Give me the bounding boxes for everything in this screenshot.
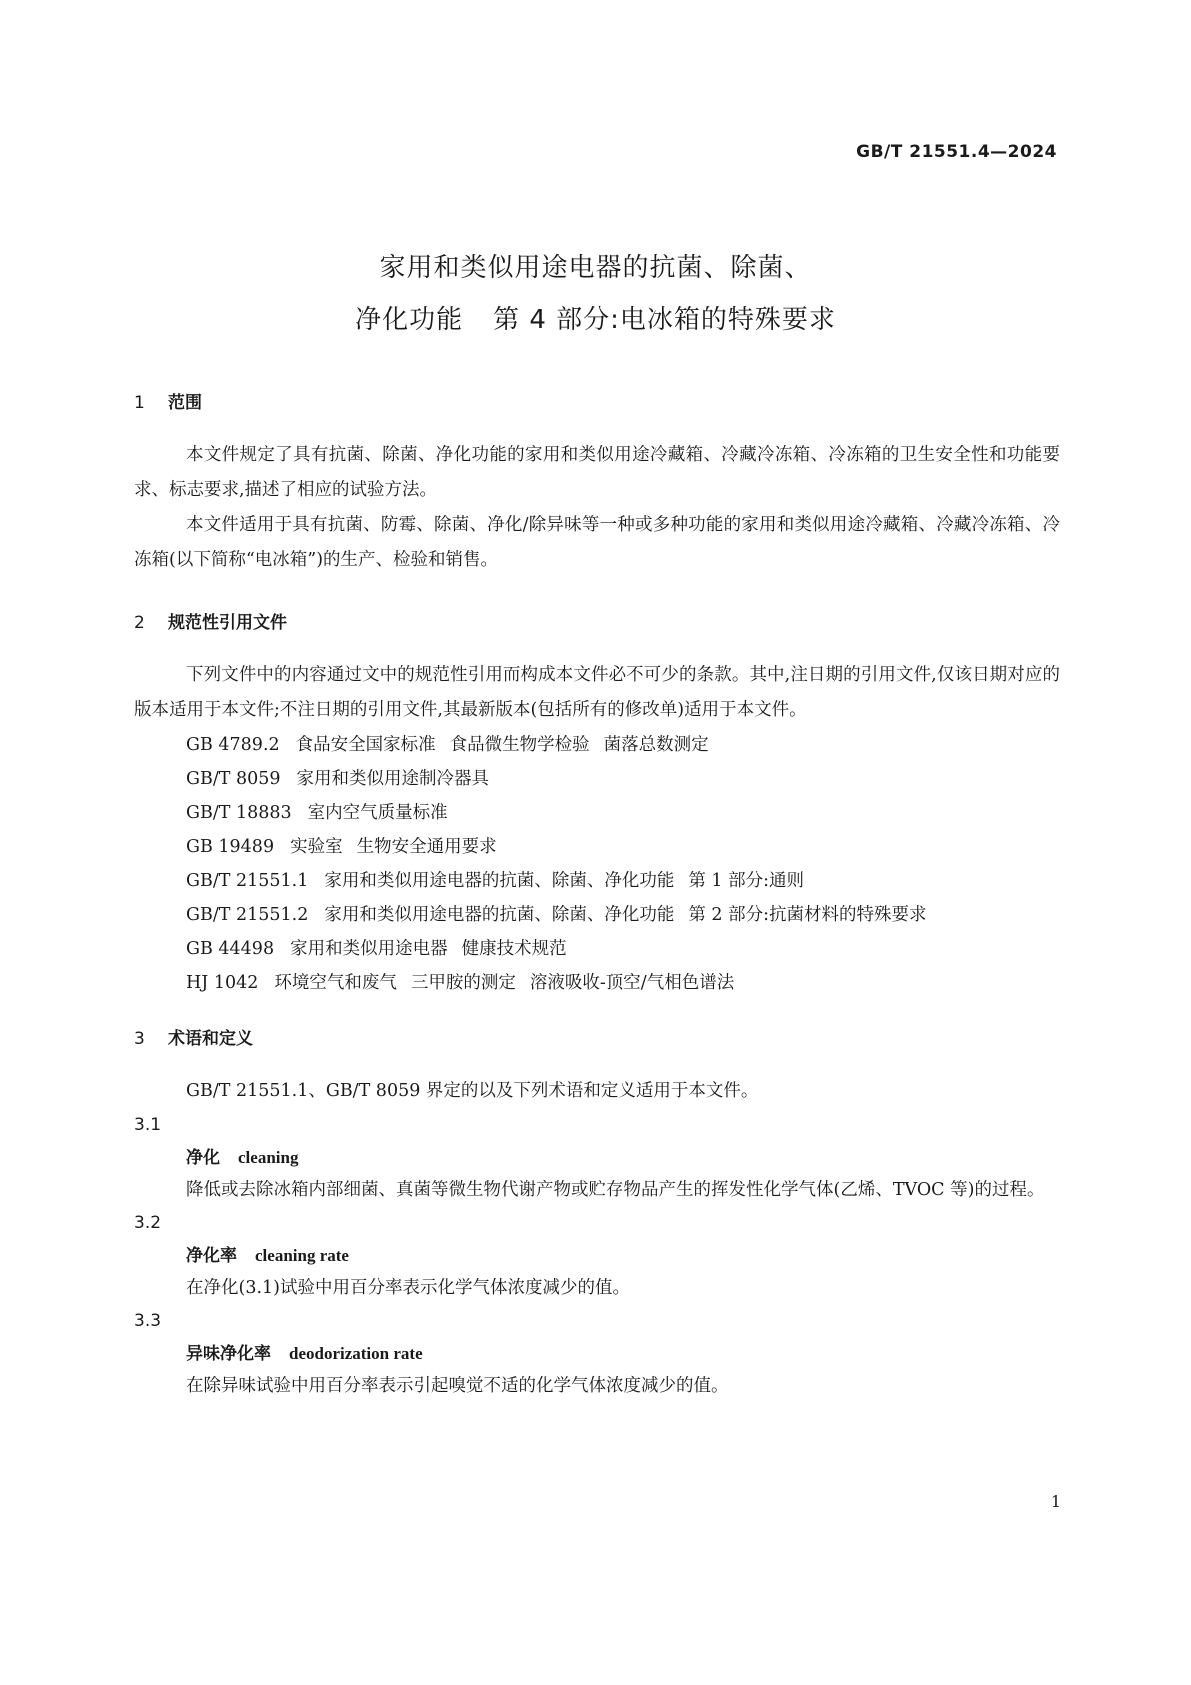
reference-title-part: 家用和类似用途电器 bbox=[290, 939, 448, 959]
term-definition: 降低或去除冰箱内部细菌、真菌等微生物代谢产物或贮存物品产生的挥发性化学气体(乙烯、TVOC 等)的过程。 bbox=[186, 1180, 1045, 1200]
term-name-zh: 净化率 bbox=[186, 1246, 237, 1266]
reference-title-part: 家用和类似用途制冷器具 bbox=[296, 769, 490, 789]
section-heading-terms bbox=[134, 1026, 1060, 1052]
reference-item bbox=[134, 898, 1060, 932]
term-name-en: deodorization rate bbox=[289, 1344, 423, 1363]
term-name-zh: 异味净化率 bbox=[186, 1344, 271, 1364]
reference-code: GB 44498 bbox=[186, 939, 275, 959]
reference-code: GB/T 21551.2 bbox=[186, 905, 309, 925]
reference-item bbox=[134, 932, 1060, 966]
reference-code: GB/T 8059 bbox=[186, 769, 281, 789]
reference-code: GB 19489 bbox=[186, 837, 275, 857]
term-name-zh: 净化 bbox=[186, 1148, 220, 1168]
term-name-en: cleaning rate bbox=[255, 1246, 349, 1265]
term-entry bbox=[134, 1207, 1060, 1305]
reference-code: GB/T 18883 bbox=[186, 803, 292, 823]
section-number: 3 bbox=[134, 1029, 145, 1049]
section-number: 2 bbox=[134, 613, 145, 633]
reference-title-part: 食品微生物学检验 bbox=[449, 735, 590, 755]
term-name bbox=[134, 1339, 1060, 1369]
reference-item bbox=[134, 966, 1060, 1000]
term-name-en: cleaning bbox=[238, 1148, 299, 1167]
reference-code: HJ 1042 bbox=[186, 973, 259, 993]
reference-title-part: 菌落总数测定 bbox=[603, 735, 709, 755]
reference-code: GB 4789.2 bbox=[186, 735, 280, 755]
term-number: 3.2 bbox=[134, 1213, 162, 1233]
term-definition: 在净化(3.1)试验中用百分率表示化学气体浓度减少的值。 bbox=[186, 1278, 630, 1298]
references-intro: 下列文件中的内容通过文中的规范性引用而构成本文件必不可少的条款。其中,注日期的引用文件,仅该日期对应的版本适用于本文件;不注日期的引用文件,其最新版本(包括所有的修改单)适用于本文件。 bbox=[134, 665, 1060, 720]
term-number: 3.1 bbox=[134, 1115, 162, 1135]
reference-title-part: 食品安全国家标准 bbox=[295, 735, 436, 755]
reference-item bbox=[134, 864, 1060, 898]
reference-item bbox=[134, 830, 1060, 864]
reference-title-part: 三甲胺的测定 bbox=[410, 973, 516, 993]
scope-paragraph-1: 本文件规定了具有抗菌、除菌、净化功能的家用和类似用途冷藏箱、冷藏冷冻箱、冷冻箱的卫生安全性和功能要求、标志要求,描述了相应的试验方法。 bbox=[134, 445, 1060, 500]
reference-list bbox=[134, 728, 1060, 1000]
page-number: 1 bbox=[1050, 1492, 1061, 1511]
document-title bbox=[0, 242, 1191, 346]
reference-code: GB/T 21551.1 bbox=[186, 871, 309, 891]
section-title: 规范性引用文件 bbox=[168, 613, 287, 633]
term-name bbox=[134, 1143, 1060, 1173]
section-heading-normative-references bbox=[134, 610, 1060, 636]
title-line-2-part-1: 净化功能 bbox=[355, 305, 464, 335]
section-title: 术语和定义 bbox=[168, 1029, 253, 1049]
terms-intro: GB/T 21551.1、GB/T 8059 界定的以及下列术语和定义适用于本文件。 bbox=[186, 1081, 759, 1101]
section-heading-scope bbox=[134, 390, 1060, 416]
term-entry bbox=[134, 1305, 1060, 1403]
reference-item bbox=[134, 796, 1060, 830]
scope-paragraph-2: 本文件适用于具有抗菌、防霉、除菌、净化/除异味等一种或多种功能的家用和类似用途冷藏箱、冷藏冷冻箱、冷冻箱(以下简称“电冰箱”)的生产、检验和销售。 bbox=[134, 515, 1060, 570]
title-line-2 bbox=[0, 294, 1191, 346]
reference-title-part: 生物安全通用要求 bbox=[356, 837, 497, 857]
term-number: 3.3 bbox=[134, 1311, 162, 1331]
reference-title-part: 家用和类似用途电器的抗菌、除菌、净化功能 bbox=[324, 905, 675, 925]
reference-title-part: 第 2 部分:抗菌材料的特殊要求 bbox=[688, 905, 927, 925]
reference-title-part: 家用和类似用途电器的抗菌、除菌、净化功能 bbox=[324, 871, 675, 891]
section-number: 1 bbox=[134, 393, 145, 413]
reference-title-part: 溶液吸收-顶空/气相色谱法 bbox=[529, 973, 735, 993]
section-title: 范围 bbox=[168, 393, 202, 413]
term-name bbox=[134, 1241, 1060, 1271]
reference-item bbox=[134, 728, 1060, 762]
standard-number: GB/T 21551.4—2024 bbox=[856, 142, 1057, 162]
reference-item bbox=[134, 762, 1060, 796]
title-line-1: 家用和类似用途电器的抗菌、除菌、 bbox=[379, 253, 812, 283]
reference-title-part: 室内空气质量标准 bbox=[307, 803, 448, 823]
term-definition: 在除异味试验中用百分率表示引起嗅觉不适的化学气体浓度减少的值。 bbox=[186, 1376, 729, 1396]
reference-title-part: 实验室 bbox=[290, 837, 343, 857]
reference-title-part: 环境空气和废气 bbox=[274, 973, 397, 993]
term-entry bbox=[134, 1109, 1060, 1207]
reference-title-part: 健康技术规范 bbox=[461, 939, 567, 959]
document-body bbox=[134, 390, 1060, 1403]
reference-title-part: 第 1 部分:通则 bbox=[688, 871, 804, 891]
title-line-2-part-2: 第 4 部分:电冰箱的特殊要求 bbox=[493, 305, 836, 335]
